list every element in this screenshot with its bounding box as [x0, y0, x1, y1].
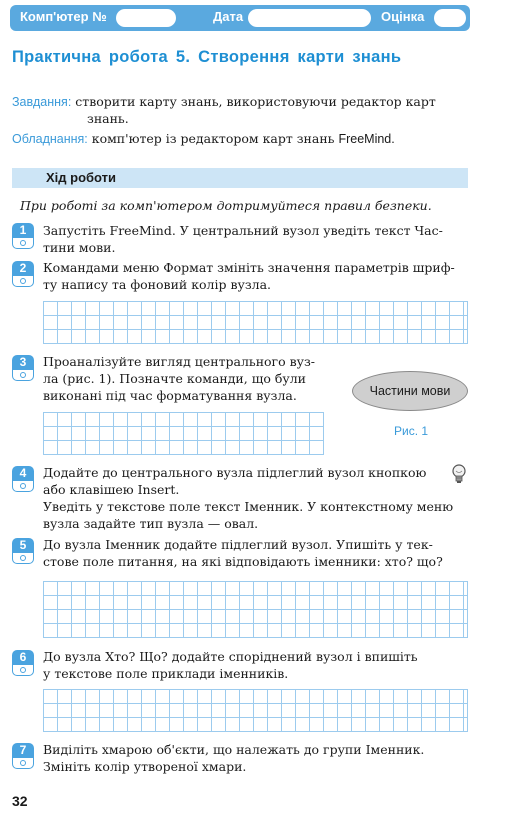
section-heading: Хід роботи [46, 170, 117, 185]
numbered-tab-icon [12, 370, 34, 381]
step-badge-5 [12, 538, 34, 564]
step-4-line-1: Додайте до центрального вузла підлеглий вузол кнопкою [43, 465, 427, 480]
numbered-tab-icon [12, 481, 34, 492]
equipment-app: FreeMind. [338, 132, 395, 146]
step-3-line-3: виконані під час форматування вузла. [43, 388, 297, 403]
step-7-line-2: Змініть колір утвореної хмари. [43, 759, 247, 774]
step-3-text [43, 353, 325, 404]
step-number-1: 1 [12, 223, 34, 238]
step-2-text [43, 259, 468, 293]
section-heading-band [12, 168, 468, 188]
step-badge-7 [12, 743, 34, 769]
step-badge-4 [12, 466, 34, 492]
step-4-line-3: Уведіть у текстове поле текст Іменник. У контекстному меню [43, 499, 454, 514]
step-1-text [43, 222, 468, 256]
step-7-line-1: Виділіть хмарою об'єкти, що належать до групи Іменник. [43, 742, 425, 757]
grade-field[interactable] [434, 9, 466, 27]
page-title: Практична робота 5. Створення карти знань [12, 48, 402, 66]
step-number-5: 5 [12, 538, 34, 553]
task-text-2: знань. [87, 111, 129, 126]
step-5-text [43, 536, 468, 570]
answer-grid-step-5[interactable] [43, 581, 468, 638]
computer-number-label: Комп'ютер № [20, 9, 107, 24]
answer-grid-step-3[interactable] [43, 412, 324, 455]
step-1-line-2: тини мови. [43, 240, 116, 255]
step-badge-6 [12, 650, 34, 676]
figure-caption: Рис. 1 [394, 424, 429, 438]
step-1-line-1: Запустіть FreeMind. У центральний вузол уведіть текст Час- [43, 223, 443, 238]
page-number: 32 [12, 793, 28, 809]
equipment-line [12, 130, 468, 148]
computer-number-field[interactable] [116, 9, 176, 27]
step-4-line-2: або клавішею Insert. [43, 482, 180, 497]
answer-grid-step-6[interactable] [43, 689, 468, 732]
step-number-2: 2 [12, 261, 34, 276]
numbered-tab-icon [12, 276, 34, 287]
step-5-line-1: До вузла Іменник додайте підлеглий вузол. Упишіть у тек- [43, 537, 433, 552]
step-2-line-1: Командами меню Формат змініть значення параметрів шриф- [43, 260, 455, 275]
step-3-line-1: Проаналізуйте вигляд центрального вуз- [43, 354, 316, 369]
task-text-1: створити карту знань, використовуючи редактор карт [75, 94, 436, 109]
header-bar [10, 5, 470, 31]
central-node-oval: Частини мови [352, 371, 468, 411]
step-7-text [43, 741, 468, 775]
answer-grid-step-2[interactable] [43, 301, 468, 344]
step-4-text-rest [43, 481, 468, 532]
numbered-tab-icon [12, 553, 34, 564]
numbered-tab-icon [12, 758, 34, 769]
step-5-line-2: стове поле питання, на які відповідають іменники: хто? що? [43, 554, 443, 569]
numbered-tab-icon [12, 665, 34, 676]
step-number-4: 4 [12, 466, 34, 481]
step-number-3: 3 [12, 355, 34, 370]
step-badge-2 [12, 261, 34, 287]
step-number-7: 7 [12, 743, 34, 758]
step-3-line-2: ла (рис. 1). Позначте команди, що були [43, 371, 306, 386]
task-line-1 [12, 93, 468, 111]
grade-label: Оцінка [381, 9, 425, 24]
step-4-line-4: вузла задайте тип вузла — овал. [43, 516, 259, 531]
step-6-line-1: До вузла Хто? Що? додайте споріднений вузол і впишіть [43, 649, 418, 664]
step-6-line-2: у текстове поле приклади іменників. [43, 666, 289, 681]
task-label: Завдання: [12, 95, 72, 109]
step-6-text [43, 648, 468, 682]
equipment-text: комп'ютер із редактором карт знань [91, 131, 335, 146]
step-badge-3 [12, 355, 34, 381]
equipment-label: Обладнання: [12, 132, 88, 146]
date-label: Дата [213, 9, 244, 24]
step-number-6: 6 [12, 650, 34, 665]
step-badge-1 [12, 223, 34, 249]
step-2-line-2: ту напису та фоновий колір вузла. [43, 277, 272, 292]
numbered-tab-icon [12, 238, 34, 249]
date-field[interactable] [248, 9, 371, 27]
safety-note: При роботі за комп'ютером дотримуйтеся правил безпеки. [20, 198, 432, 213]
